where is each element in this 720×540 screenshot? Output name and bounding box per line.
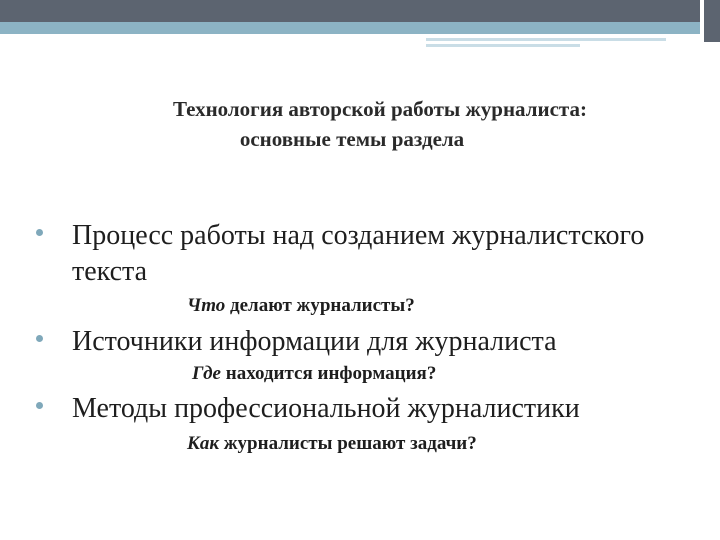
bullet-dot-icon [36, 335, 43, 342]
slide-title-line2: основные темы раздела [239, 127, 465, 151]
question-lead: Что [187, 295, 226, 316]
bullet-question [187, 294, 415, 318]
slide-title-line1: Технология авторской работы журналиста: [172, 97, 588, 121]
bullet-question [187, 432, 477, 456]
question-rest: журналисты решают задачи? [223, 433, 477, 454]
bullet-text: Источники информации для журналиста [72, 326, 557, 357]
bullet-dot-icon [36, 229, 43, 236]
bullet-question [192, 362, 436, 386]
bullet-text: Процесс работы над созданием журналистского текста [72, 220, 645, 287]
question-lead: Где [192, 363, 221, 384]
question-rest: делают журналисты? [230, 295, 415, 316]
bullet-text: Методы профессиональной журналистики [72, 393, 580, 424]
question-rest: находится информация? [225, 363, 437, 384]
question-lead: Как [187, 433, 220, 454]
bullet-dot-icon [36, 402, 43, 409]
